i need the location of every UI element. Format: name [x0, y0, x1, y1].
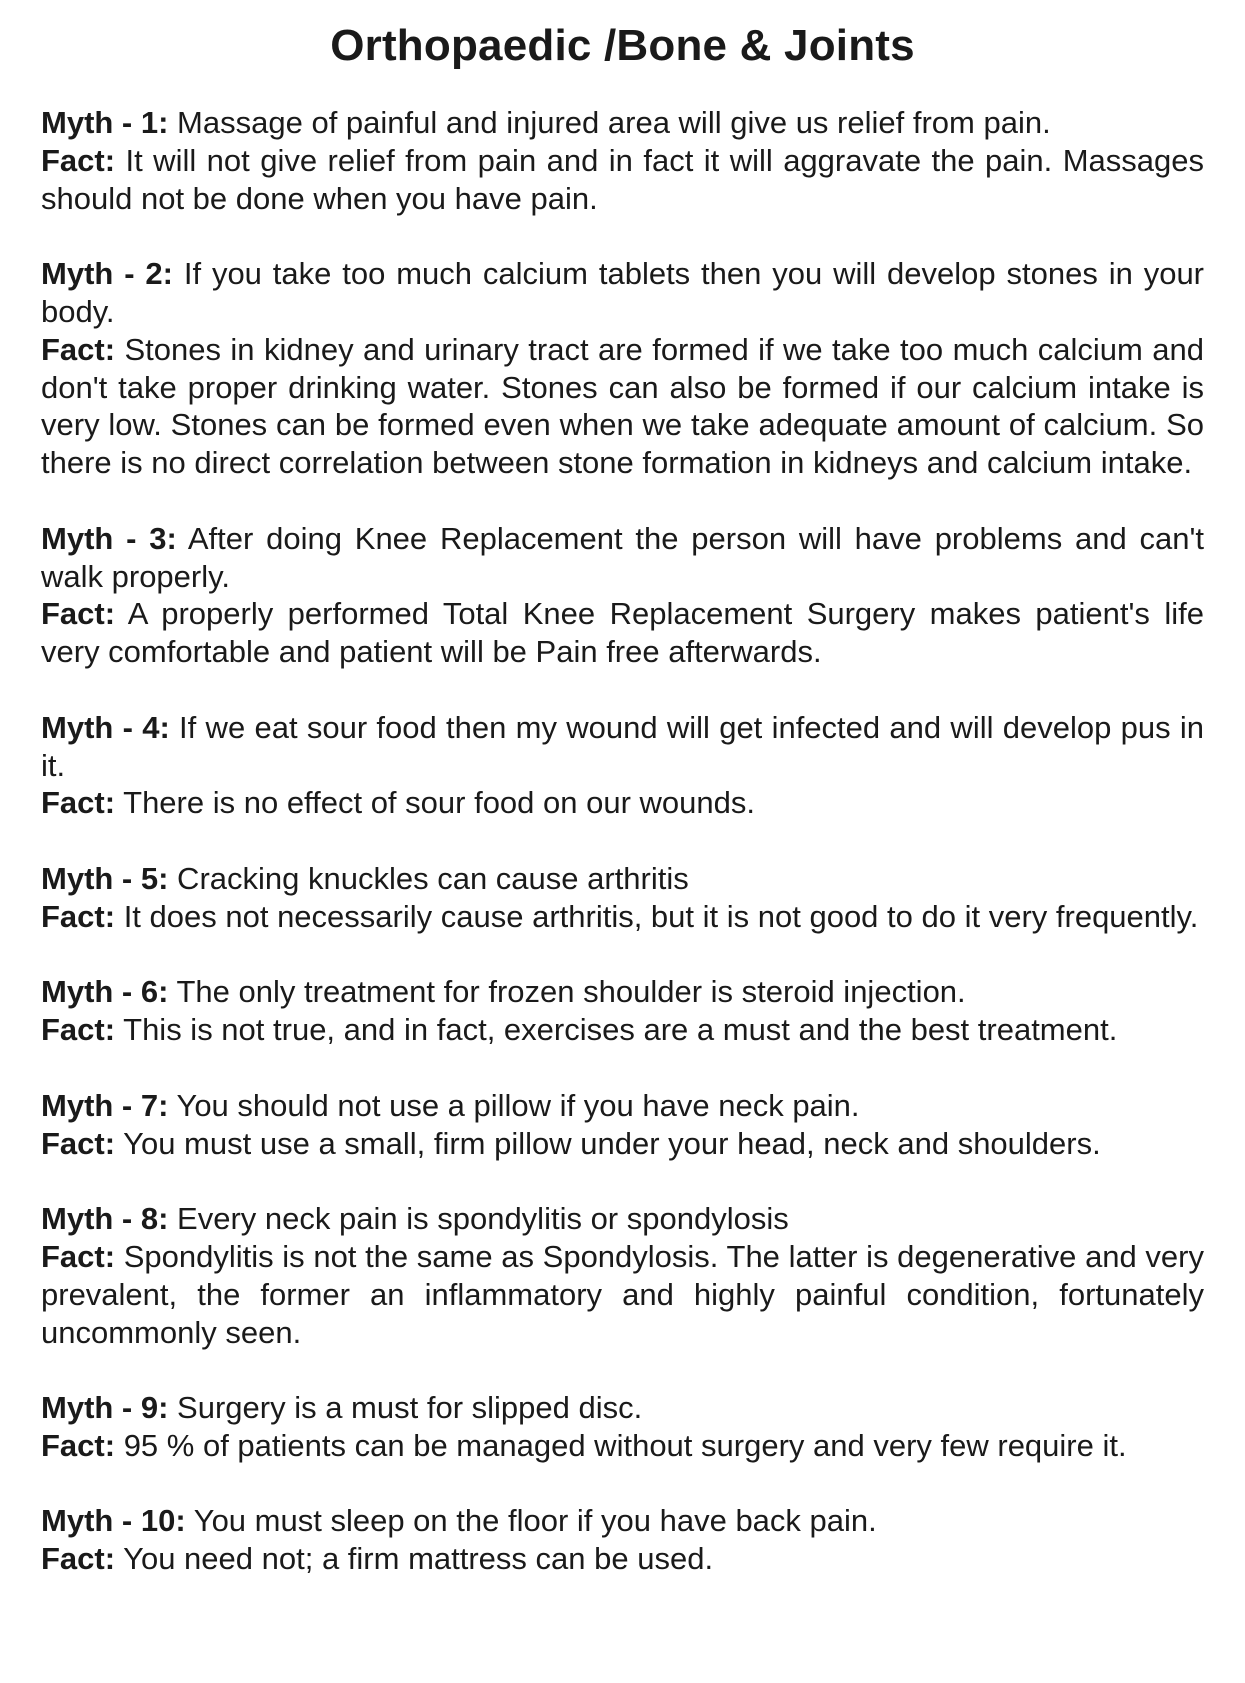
myth-line: [41, 1200, 1204, 1238]
fact-line: [41, 1238, 1204, 1351]
fact-label: Fact:: [41, 596, 116, 632]
fact-line: [41, 331, 1204, 482]
myth-label: Myth - 4:: [41, 709, 170, 745]
fact-label: Fact:: [41, 1238, 116, 1274]
myth-text: Every neck pain is spondylitis or spondylosis: [168, 1201, 789, 1237]
myth-label: Myth - 10:: [41, 1503, 186, 1539]
myth-label: Myth - 6:: [41, 974, 169, 1010]
fact-text: Spondylitis is not the same as Spondylosis. The latter is degenerative and very prevalent, the former an inflammatory and highly painful condition, fortunately uncommonly seen.: [41, 1238, 1204, 1350]
myth-line: [41, 973, 1204, 1011]
myth-label: Myth - 5:: [41, 860, 169, 896]
fact-label: Fact:: [41, 1427, 116, 1463]
myth-label: Myth - 2:: [41, 256, 173, 292]
fact-label: Fact:: [41, 785, 116, 821]
myth-line: [41, 255, 1204, 331]
myth-fact-entry-8: [41, 1200, 1204, 1351]
fact-line: [41, 1540, 1204, 1578]
myth-fact-entry-7: [41, 1087, 1204, 1163]
myth-label: Myth - 8:: [41, 1201, 169, 1237]
myth-label: Myth - 3:: [41, 520, 177, 556]
myth-fact-list: [41, 104, 1204, 1616]
myth-line: [41, 1389, 1204, 1427]
myth-fact-entry-3: [41, 520, 1204, 671]
fact-text: It does not necessarily cause arthritis, but it is not good to do it very frequently.: [115, 898, 1199, 934]
fact-line: [41, 1011, 1204, 1049]
myth-line: [41, 709, 1204, 785]
fact-text: You must use a small, firm pillow under your head, neck and shoulders.: [115, 1125, 1101, 1161]
myth-text: The only treatment for frozen shoulder is steroid injection.: [168, 974, 966, 1010]
fact-label: Fact:: [41, 898, 116, 934]
myth-fact-entry-5: [41, 860, 1204, 936]
fact-line: [41, 1427, 1204, 1465]
myth-fact-entry-4: [41, 709, 1204, 822]
fact-text: You need not; a firm mattress can be used.: [115, 1541, 714, 1577]
myth-text: Massage of painful and injured area will give us relief from pain.: [168, 105, 1051, 140]
myth-label: Myth - 1:: [41, 105, 169, 140]
fact-line: [41, 784, 1204, 822]
myth-text: If we eat sour food then my wound will get infected and will develop pus in it.: [41, 709, 1205, 783]
fact-label: Fact:: [41, 142, 116, 178]
fact-line: [41, 595, 1204, 671]
myth-line: [41, 1502, 1204, 1540]
myth-fact-entry-9: [41, 1389, 1204, 1465]
myth-text: You must sleep on the floor if you have back pain.: [185, 1503, 877, 1539]
fact-line: [41, 898, 1204, 936]
myth-text: After doing Knee Replacement the person will have problems and can't walk properly.: [41, 520, 1204, 594]
fact-label: Fact:: [41, 1012, 116, 1048]
myth-label: Myth - 7:: [41, 1087, 169, 1123]
myth-fact-entry-6: [41, 973, 1204, 1049]
myth-text: Surgery is a must for slipped disc.: [168, 1390, 643, 1426]
page-title: Orthopaedic /Bone & Joints: [330, 21, 915, 70]
myth-label: Myth - 9:: [41, 1390, 169, 1426]
myth-line: [41, 860, 1204, 898]
fact-text: A properly performed Total Knee Replacement Surgery makes patient's life very comfortable and patient will be Pain free afterwards.: [41, 596, 1204, 670]
myth-line: [41, 520, 1204, 596]
fact-label: Fact:: [41, 1125, 116, 1161]
myth-fact-entry-10: [41, 1502, 1204, 1578]
myth-text: Cracking knuckles can cause arthritis: [168, 860, 689, 896]
fact-label: Fact:: [41, 1541, 116, 1577]
myth-text: If you take too much calcium tablets then you will develop stones in your body.: [41, 256, 1205, 329]
fact-text: Stones in kidney and urinary tract are formed if we take too much calcium and don't take proper drinking water. Stones can also be formed if our calcium intake is very low. Stones can be formed even when we take adequate amount of calcium. So there is no direct correlation between stone formation in kidneys and calcium intake.: [41, 331, 1204, 481]
fact-line: [41, 142, 1204, 218]
myth-fact-entry-1: [41, 104, 1204, 217]
fact-text: There is no effect of sour food on our wounds.: [115, 785, 755, 821]
fact-text: This is not true, and in fact, exercises are a must and the best treatment.: [115, 1012, 1118, 1048]
myth-fact-entry-2: [41, 255, 1204, 482]
fact-text: 95 % of patients can be managed without surgery and very few require it.: [115, 1427, 1127, 1463]
fact-text: It will not give relief from pain and in fact it will aggravate the pain. Massages should not be done when you have pain.: [41, 142, 1204, 216]
fact-label: Fact:: [41, 331, 116, 367]
myth-line: [41, 1087, 1204, 1125]
myth-line: [41, 104, 1204, 142]
myth-text: You should not use a pillow if you have neck pain.: [168, 1087, 860, 1123]
fact-line: [41, 1125, 1204, 1163]
